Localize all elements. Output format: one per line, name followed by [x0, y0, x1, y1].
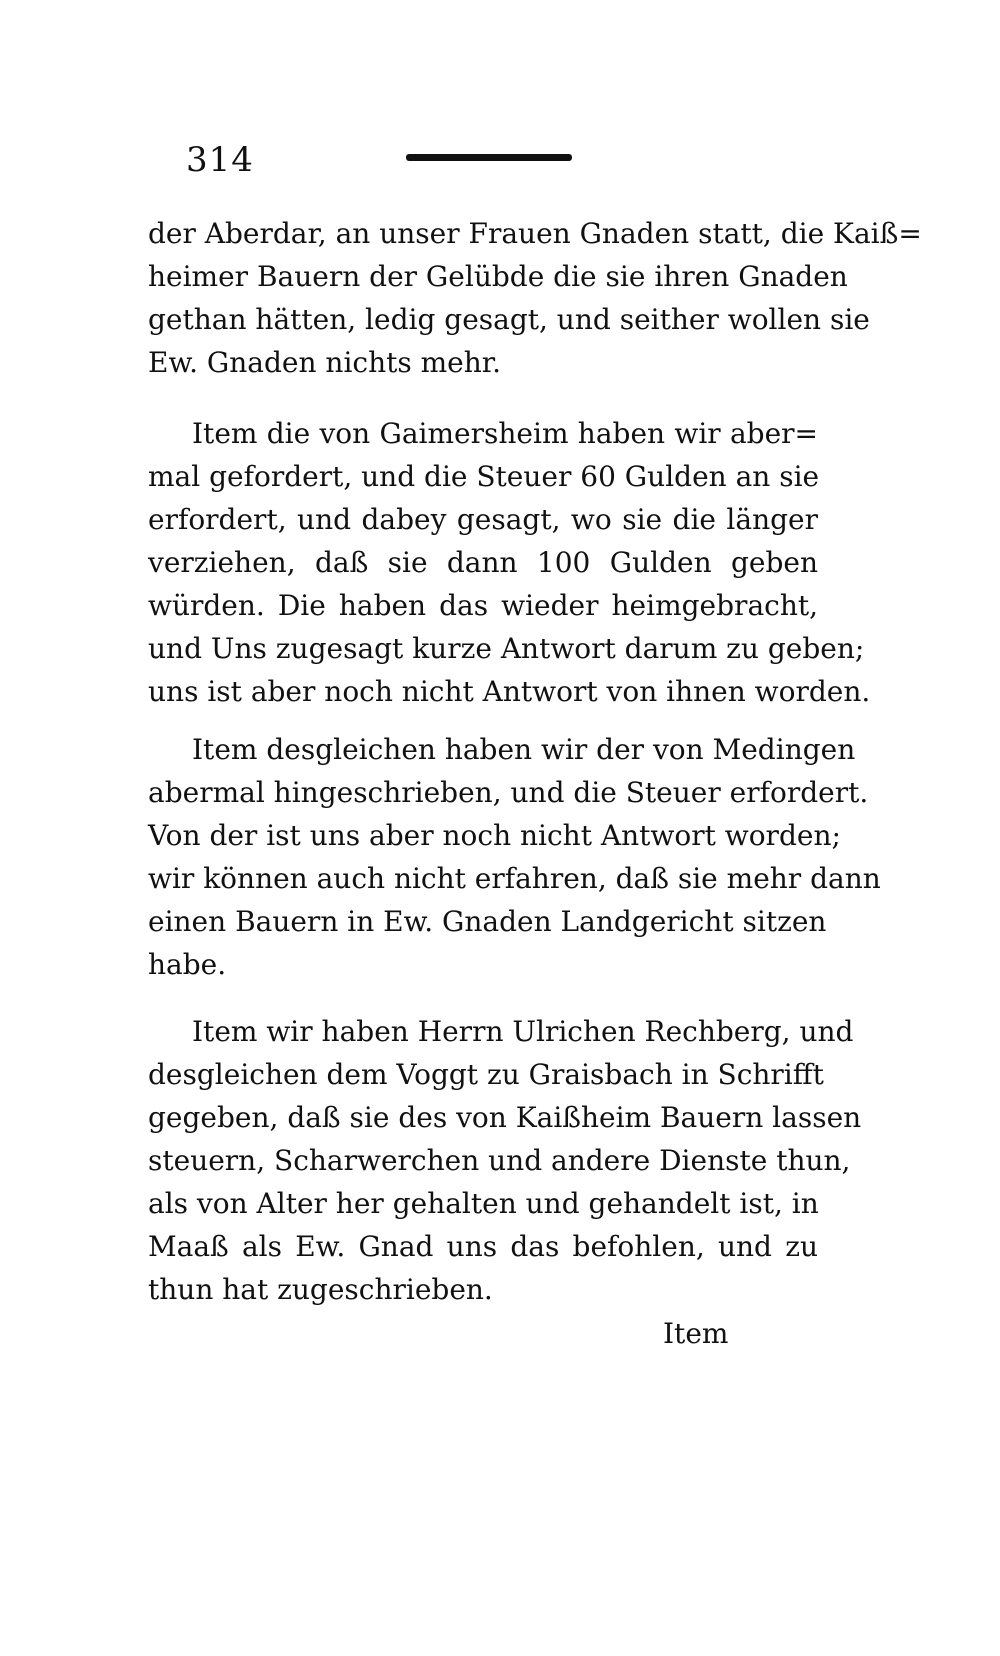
paragraph-4: [148, 1010, 862, 1311]
paragraph-3: [148, 728, 881, 986]
text-line: steuern, Scharwerchen und andere Dienste thun,: [148, 1144, 851, 1177]
paragraph-1: [148, 212, 922, 384]
text-line: thun hat zugeschrieben.: [148, 1273, 493, 1306]
text-line: heimer Bauern der Gelübde die sie ihren Gnaden: [148, 260, 848, 293]
text-line: abermal hingeschrieben, und die Steuer erfordert.: [148, 776, 869, 809]
text-line: einen Bauern in Ew. Gnaden Landgericht sitzen: [148, 905, 827, 938]
text-line: Item desgleichen haben wir der von Medingen: [192, 733, 856, 766]
text-line: gegeben, daß sie des von Kaißheim Bauern lassen: [148, 1101, 862, 1134]
text-line: würden. Die haben das wieder heimgebracht,: [148, 589, 818, 622]
text-line: Ew. Gnaden nichts mehr.: [148, 346, 501, 379]
catchword: Item: [663, 1317, 729, 1350]
text-line: verziehen, daß sie dann 100 Gulden geben: [148, 546, 818, 579]
text-line: der Aberdar, an unser Frauen Gnaden statt, die Kaiß=: [148, 217, 922, 250]
text-line: uns ist aber noch nicht Antwort von ihnen worden.: [148, 675, 871, 708]
text-line: erfordert, und dabey gesagt, wo sie die länger: [148, 503, 818, 536]
page-number: 314: [186, 140, 254, 180]
text-line: Maaß als Ew. Gnad uns das befohlen, und zu: [148, 1230, 818, 1263]
header-rule: [406, 154, 572, 161]
text-line: habe.: [148, 948, 227, 981]
text-line: Item wir haben Herrn Ulrichen Rechberg, und: [192, 1015, 854, 1048]
text-line: wir können auch nicht erfahren, daß sie mehr dann: [148, 862, 881, 895]
page-header: [186, 140, 586, 180]
text-line: als von Alter her gehalten und gehandelt ist, in: [148, 1187, 819, 1220]
text-line: und Uns zugesagt kurze Antwort darum zu geben;: [148, 632, 865, 665]
text-line: desgleichen dem Voggt zu Graisbach in Schrifft: [148, 1058, 824, 1091]
paragraph-2: [148, 412, 871, 713]
text-line: Von der ist uns aber noch nicht Antwort worden;: [148, 819, 841, 852]
text-line: gethan hätten, ledig gesagt, und seither wollen sie: [148, 303, 870, 336]
text-line: Item die von Gaimersheim haben wir aber=: [192, 417, 818, 450]
text-line: mal gefordert, und die Steuer 60 Gulden an sie: [148, 460, 820, 493]
